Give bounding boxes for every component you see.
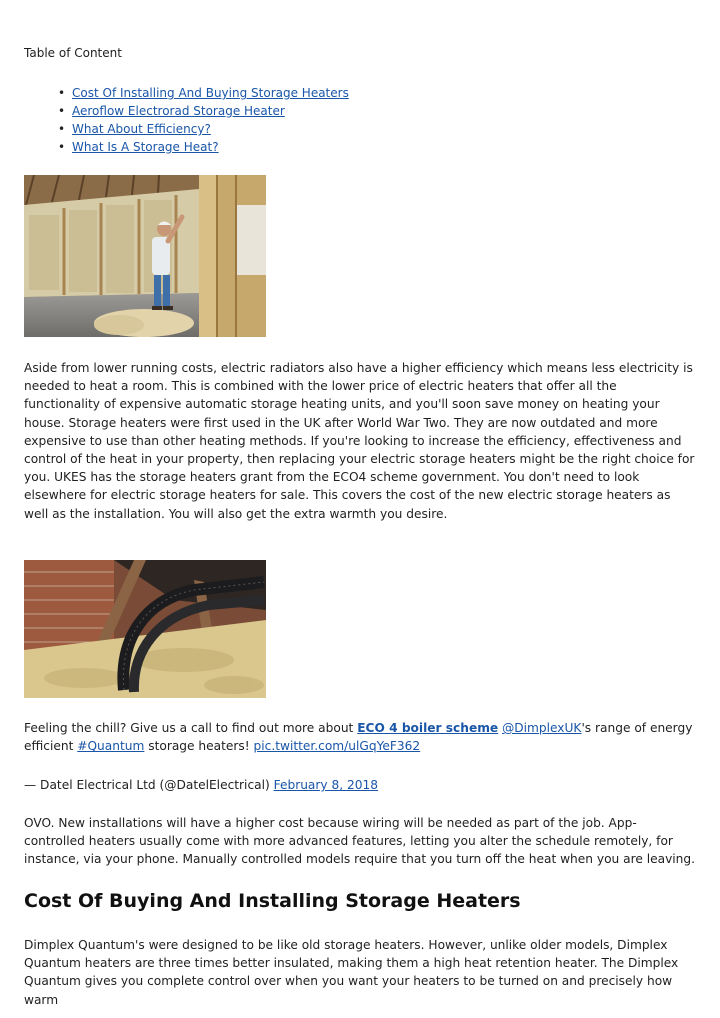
toc-item: [54, 120, 349, 138]
toc-item: [54, 138, 349, 156]
toc-title: Table of Content: [24, 46, 122, 60]
toc-link-aeroflow[interactable]: Aeroflow Electrorad Storage Heater: [72, 104, 285, 118]
tweet-text-1: Feeling the chill? Give us a call to find out more about: [24, 721, 358, 735]
toc-item: [54, 84, 349, 102]
tweet-attribution: [24, 776, 696, 794]
section-heading: Cost Of Buying And Installing Storage Heaters: [24, 890, 521, 912]
toc-list: [54, 84, 349, 156]
toc-link-storage-heat[interactable]: What Is A Storage Heat?: [72, 140, 219, 154]
toc-item: [54, 102, 349, 120]
tweet-text-3: 's range of energy efficient: [24, 721, 693, 754]
pic-twitter-link[interactable]: pic.twitter.com/ulGqYeF362: [253, 739, 421, 754]
dimplex-handle-link[interactable]: @DimplexUK: [502, 721, 582, 735]
quantum-hashtag-link[interactable]: #Quantum: [77, 739, 145, 754]
tweet-quote: [24, 719, 696, 755]
eco4-scheme-link[interactable]: ECO 4 boiler scheme: [357, 721, 499, 735]
toc-link-efficiency[interactable]: What About Efficiency?: [72, 122, 211, 136]
photo-attic-ducts-insulation-icon: [24, 560, 266, 698]
photo-worker-installing-insulation-icon: [24, 175, 266, 337]
paragraph-dimplex: Dimplex Quantum's were designed to be like old storage heaters. However, unlike older models, Dimplex Quantum heaters are three times better insulated, making them a high heat retention heater. The Dimplex Quantum gives you complete control over when you want your heaters to be turned on and precisely how warm: [24, 938, 679, 1007]
tweet-date-link[interactable]: February 8, 2018: [273, 778, 379, 792]
attribution-text: — Datel Electrical Ltd (@DatelElectrical): [24, 778, 274, 792]
paragraph-efficiency: Aside from lower running costs, electric radiators also have a higher efficiency which means less electricity is needed to heat a room. This is combined with the lower price of electric heaters that offer all the functionality of expensive automatic storage heating units, and you'll soon save money on heating your house. Storage heaters were first used in the UK after World War Two. They are now outdated and more expensive to use than other heating methods. If you're looking to increase the efficiency, effectiveness and control of the heat in your property, then replacing your electric storage heaters might be the right choice for you. UKES has the storage heaters grant from the ECO4 scheme government. You don't need to look elsewhere for electric storage heaters for sale. This covers the cost of the new electric storage heaters as well as the installation. You will also get the extra warmth you desire.: [24, 361, 695, 521]
toc-link-cost[interactable]: Cost Of Installing And Buying Storage Heaters: [72, 86, 349, 100]
paragraph-ovo: OVO. New installations will have a higher cost because wiring will be needed as part of the job. App-controlled heaters usually come with more advanced features, letting you alter the schedule remotely, for instance, via your phone. Manually controlled models require that you turn off the heat when you are leaving.: [24, 816, 696, 867]
tweet-text-4: storage heaters!: [144, 739, 254, 754]
